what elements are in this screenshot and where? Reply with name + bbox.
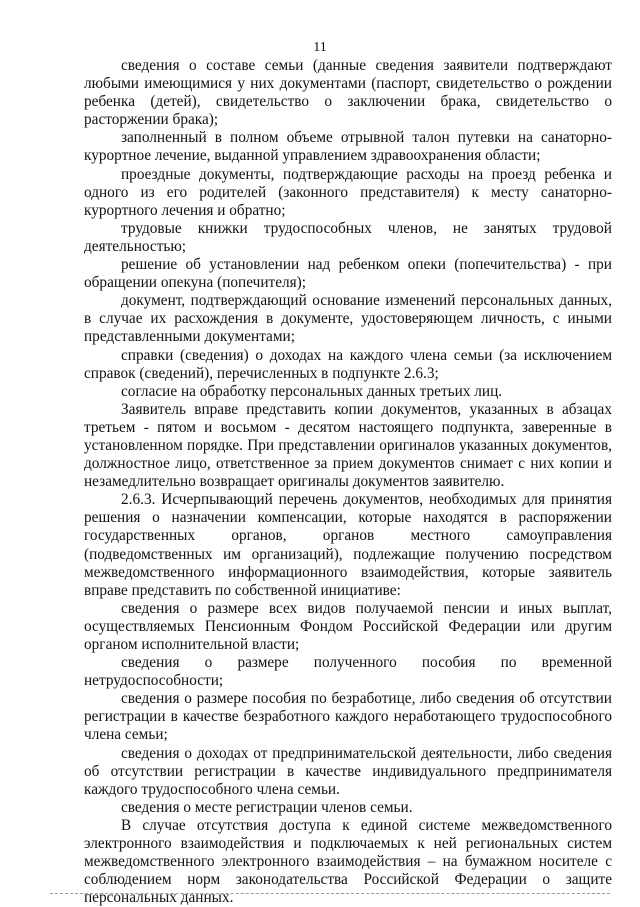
document-body — [84, 57, 612, 907]
paragraph-unemployment-benefit: сведения о размере пособия по безработице, либо сведения об отсутствии регистрации в качестве безработного каждого неработающего трудоспособного члена семьи; — [84, 690, 612, 744]
paragraph-registration-place: сведения о месте регистрации членов семьи. — [121, 798, 413, 816]
paragraph-travel-documents: проездные документы, подтверждающие расходы на проезд ребенка и одного из его родителей (законного представителя) к месту санаторно-курортного лечения и обратно; — [84, 165, 612, 219]
paragraph-family-composition: сведения о составе семьи (данные сведения заявители подтверждают любыми имеющимися у них документами (паспорт, свидетельство о рождении ребенка (детей), свидетельство о заключении брака, свидетельство о расторжении брака); — [84, 57, 612, 129]
paragraph-business-income: сведения о доходах от предпринимательской деятельности, либо сведения об отсутствии регистрации в качестве индивидуального предпринимателя каждого трудоспособного члена семьи. — [84, 744, 612, 798]
paragraph-section-2-6-3: 2.6.3. Исчерпывающий перечень документов, необходимых для принятия решения о назначении компенсации, которые находятся в распоряжении государственных органов, органов местного самоуправления (подведомственных им организаций), подлежащие получению посредством межведомственного информационного взаимодействия, которые заявитель вправе представить по собственной инициативе: — [84, 491, 612, 599]
paragraph-third-party-consent: согласие на обработку персональных данных третьих лиц. — [121, 382, 503, 400]
paragraph-document-copies: Заявитель вправе представить копии документов, указанных в абзацах третьем - пятом и восьмом - десятом настоящего подпункта, заверенные в установленном порядке. При представлении оригиналов указанных документов, должностное лицо, ответственное за прием документов снимает с них копии и незамедлительно возвращает оригиналы документов заявителю. — [84, 400, 612, 491]
paragraph-disability-benefit: сведения о размере полученного пособия по временной нетрудоспособности; — [84, 654, 612, 690]
paragraph-employment-books: трудовые книжки трудоспособных членов, не занятых трудовой деятельностью; — [84, 219, 612, 255]
paragraph-income-certificates: справки (сведения) о доходах на каждого члена семьи (за исключением справок (сведений), перечисленных в подпункте 2.6.3; — [84, 346, 612, 382]
paragraph-no-access-case: В случае отсутствия доступа к единой системе межведомственного электронного взаимодействия и подключаемых к ней региональных систем межведомственного электронного взаимодействия – на бумажном носителе с соблюдением норм законодательства Российской Федерации о защите персональных данных. — [84, 816, 612, 907]
paragraph-pension-info: сведения о размере всех видов получаемой пенсии и иных выплат, осуществляемых Пенсионным Фондом Российской Федерации или другим органом исполнительной власти; — [84, 599, 612, 653]
page-number: 11 — [313, 40, 327, 55]
page-bottom-divider — [50, 893, 610, 894]
paragraph-guardianship-decision: решение об установлении над ребенком опеки (попечительства) - при обращении опекуна (попечителя); — [84, 256, 612, 292]
paragraph-voucher-stub: заполненный в полном объеме отрывной талон путевки на санаторно-курортное лечение, выданной управлением здравоохранения области; — [84, 129, 612, 165]
paragraph-personal-data-change: документ, подтверждающий основание изменений персональных данных, в случае их расхождения в документе, удостоверяющем личность, с иными представленными документами; — [84, 292, 612, 346]
